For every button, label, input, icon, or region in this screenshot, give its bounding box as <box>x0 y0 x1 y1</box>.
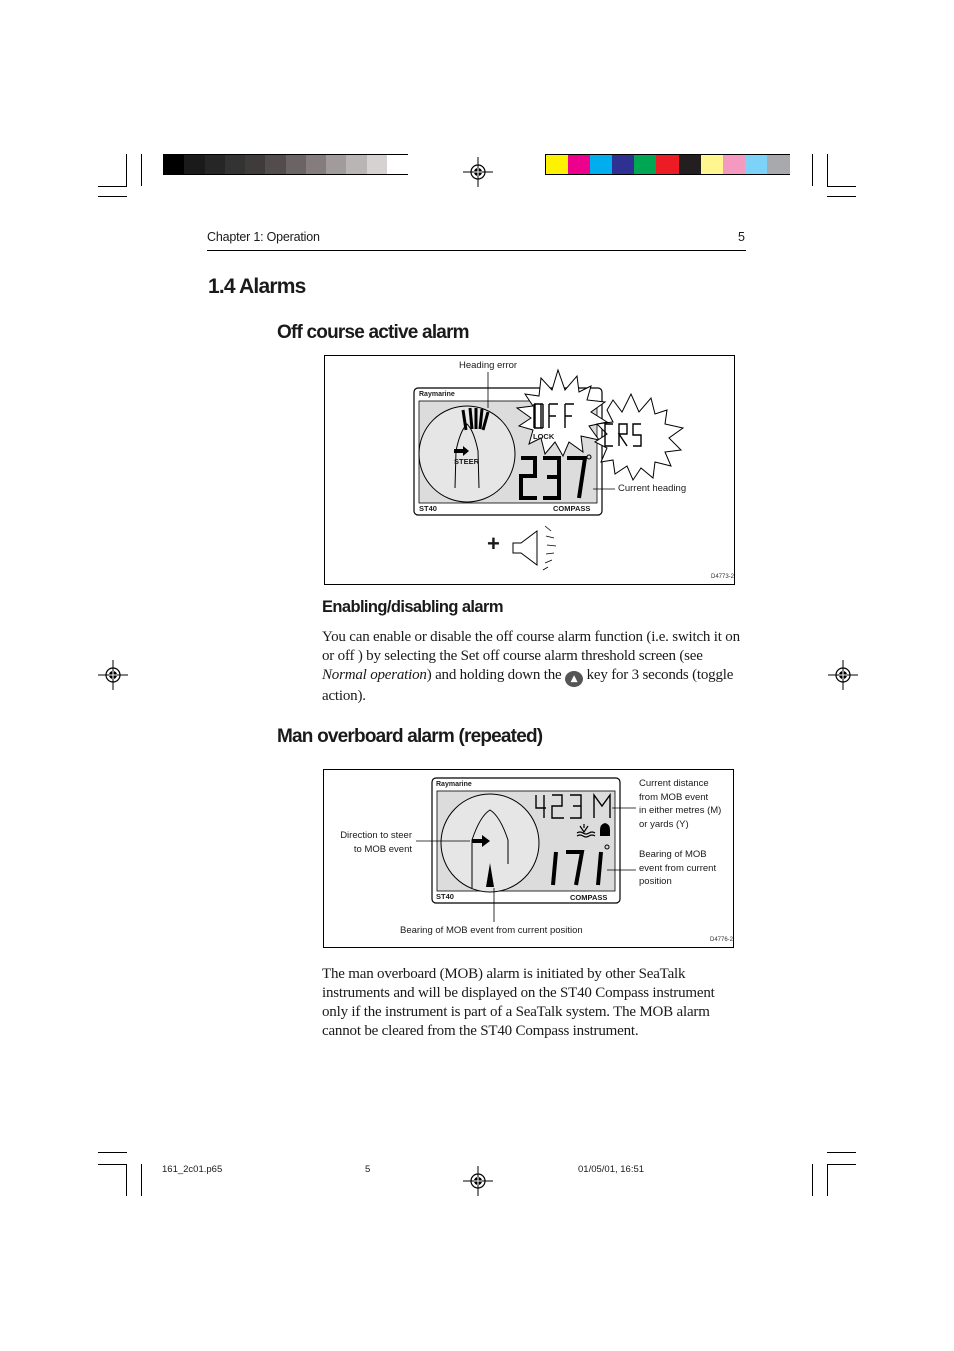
registration-mark-left <box>98 660 128 690</box>
callout-direction-line-2: to MOB event <box>353 843 412 855</box>
figure-id: D4773-2 <box>711 574 735 580</box>
callout-bearing-line-3: position <box>639 876 672 887</box>
process-swatch <box>679 155 702 174</box>
off-course-heading: Off course active alarm <box>277 322 469 343</box>
mob-heading: Man overboard alarm (repeated) <box>277 726 543 747</box>
callout-direction-line-1: Direction to steer <box>340 830 412 841</box>
steer-label: STEER <box>454 457 480 466</box>
callout-distance-line-2: from MOB event <box>639 791 709 803</box>
registration-mark-top <box>463 157 493 187</box>
gray-swatch <box>205 155 226 174</box>
callout-bearing-right <box>639 848 716 889</box>
mob-figure-id: D4776-2 <box>710 937 734 943</box>
mob-instrument-brand: Raymarine <box>436 781 472 788</box>
gray-swatch <box>164 155 185 174</box>
gray-swatch <box>346 155 367 174</box>
footer-page: 5 <box>365 1164 371 1175</box>
process-swatch <box>767 155 790 174</box>
footer-timestamp: 01/05/01, 16:51 <box>578 1164 645 1175</box>
callout-heading-error: Heading error <box>459 360 518 371</box>
process-swatch <box>590 155 613 174</box>
enabling-text-2: ) and holding down the <box>426 667 566 683</box>
enabling-paragraph <box>322 628 748 706</box>
callout-bearing-bottom: Bearing of MOB event from current position <box>400 925 583 936</box>
process-swatch <box>634 155 657 174</box>
mob-model-label: ST40 <box>436 892 454 901</box>
process-swatch <box>612 155 635 174</box>
process-swatch <box>745 155 768 174</box>
callout-bearing-line-2: event from current <box>639 862 717 874</box>
gray-swatch <box>387 155 408 174</box>
up-arrow-key-icon: ▲ <box>565 671 583 687</box>
gray-swatch <box>184 155 205 174</box>
callout-bearing-line-1: Bearing of MOB <box>639 849 707 860</box>
mob-compass-label: COMPASS <box>570 893 608 902</box>
callout-current-heading: Current heading <box>618 483 687 494</box>
callout-distance-line-3: in either metres (M) <box>639 805 722 816</box>
mob-figure <box>323 769 734 948</box>
process-swatch <box>701 155 724 174</box>
process-swatch <box>723 155 746 174</box>
instrument-brand: Raymarine <box>419 391 455 398</box>
process-swatch <box>546 155 569 174</box>
registration-mark-right <box>828 660 858 690</box>
enabling-text-italic: Normal operation <box>322 667 427 683</box>
footer-file: 161_2c01.p65 <box>162 1164 223 1175</box>
plus-sign: + <box>487 531 500 556</box>
callout-distance <box>639 777 721 831</box>
off-course-figure <box>324 355 735 585</box>
gray-swatch <box>225 155 246 174</box>
model-label: ST40 <box>419 504 437 513</box>
process-swatch <box>656 155 679 174</box>
chapter-header: Chapter 1: Operation <box>207 230 320 244</box>
gray-color-bar <box>163 154 408 175</box>
off-course-illustration <box>325 356 734 584</box>
lock-label: LOCK <box>533 432 555 441</box>
enabling-heading: Enabling/disabling alarm <box>322 598 503 616</box>
enabling-text-1: You can enable or disable the off course alarm function (i.e. switch it on or off ) by selecting the Set off course alarm threshold screen (see <box>322 629 740 664</box>
callout-distance-line-1: Current distance <box>639 778 709 789</box>
header-rule <box>207 250 746 251</box>
process-swatch <box>568 155 591 174</box>
gray-swatch <box>265 155 286 174</box>
gray-swatch <box>367 155 388 174</box>
registration-mark-bottom <box>463 1166 493 1196</box>
callout-direction <box>334 829 412 856</box>
gray-swatch <box>306 155 327 174</box>
compass-label: COMPASS <box>553 504 591 513</box>
page-number: 5 <box>738 230 745 244</box>
enabling-text-3: key for 3 seconds (toggle action). <box>322 667 734 704</box>
process-color-bar <box>545 154 790 175</box>
gray-swatch <box>286 155 307 174</box>
gray-swatch <box>245 155 266 174</box>
mob-paragraph: The man overboard (MOB) alarm is initiated by other SeaTalk instruments and will be displayed on the ST40 Compass instrument only if the instrument is part of a SeaTalk system. The MOB alarm cannot be cleared from the ST40 Compass instrument. <box>322 966 715 1039</box>
section-title: 1.4 Alarms <box>208 275 306 298</box>
callout-distance-line-4: or yards (Y) <box>639 818 689 830</box>
gray-swatch <box>326 155 347 174</box>
